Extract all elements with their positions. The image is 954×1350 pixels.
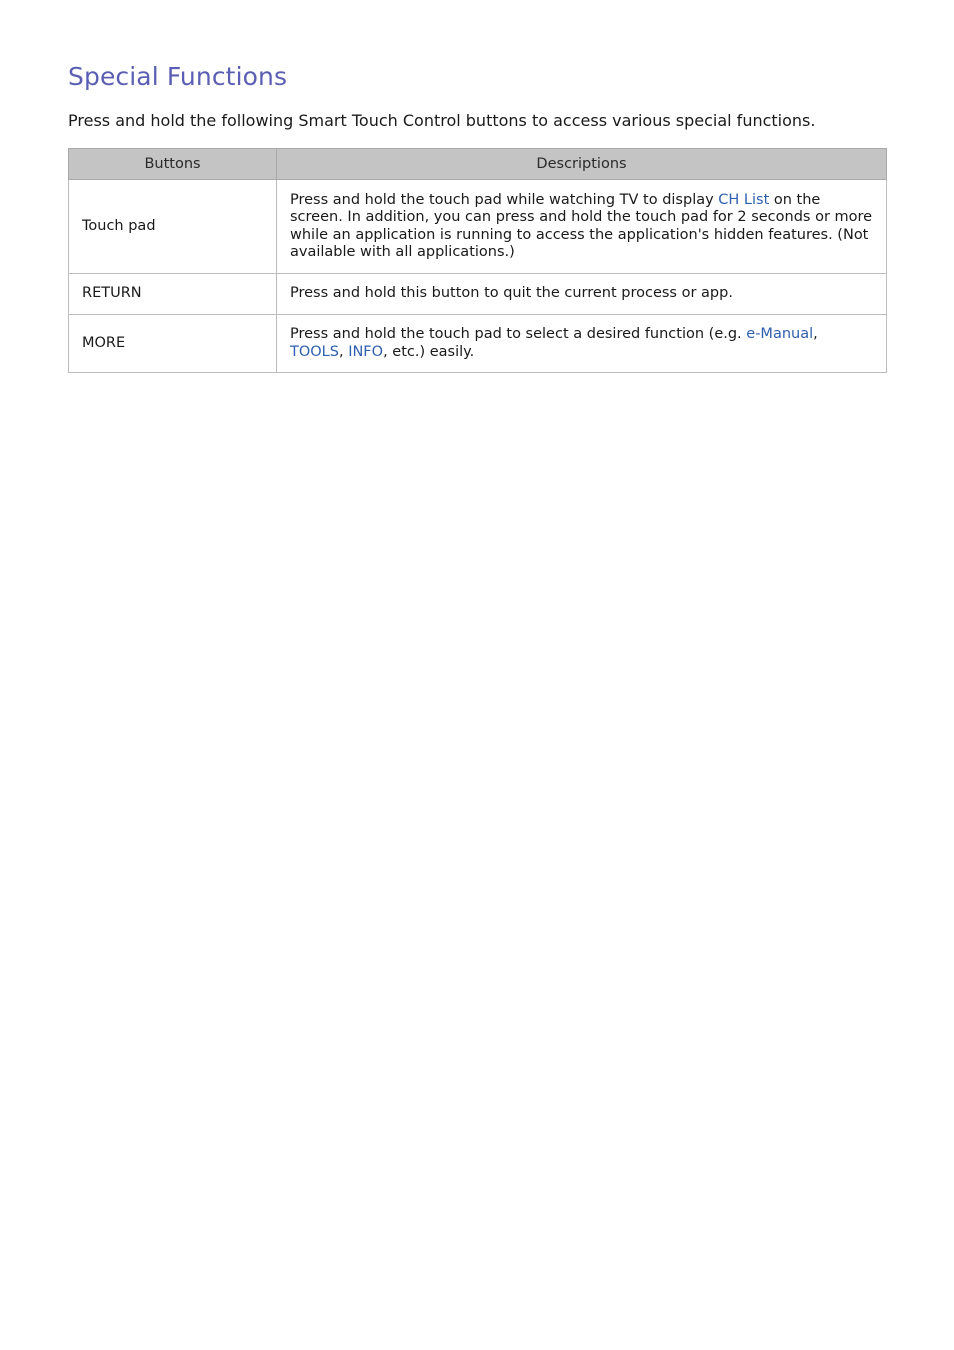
description-text: , etc.) easily.	[383, 343, 475, 360]
header-descriptions: Descriptions	[277, 149, 887, 180]
separator: ,	[813, 326, 818, 342]
ch-list-link[interactable]: CH List	[718, 191, 770, 208]
page-title: Special Functions	[68, 62, 288, 91]
description-more	[277, 315, 887, 373]
button-name-more: MORE	[69, 315, 277, 373]
info-link[interactable]: INFO	[348, 343, 384, 360]
tools-link[interactable]: TOOLS	[290, 343, 339, 360]
button-name-touch-pad: Touch pad	[69, 180, 277, 274]
table-header-row	[69, 149, 887, 180]
description-return: Press and hold this button to quit the current process or app.	[277, 274, 887, 315]
intro-paragraph: Press and hold the following Smart Touch Control buttons to access various special functions.	[68, 111, 816, 130]
header-buttons: Buttons	[69, 149, 277, 180]
table-row	[69, 274, 887, 315]
description-text: on the screen. In addition, you can press and hold the touch pad for 2 seconds or more while an application is running to access the application's hidden features. (Not available with all applications.)	[290, 191, 873, 260]
description-touch-pad	[277, 180, 887, 274]
table-row	[69, 315, 887, 373]
e-manual-link[interactable]: e-Manual	[746, 326, 814, 342]
table-row	[69, 180, 887, 274]
separator: ,	[338, 343, 349, 360]
special-functions-table	[68, 148, 887, 373]
button-name-return: RETURN	[69, 274, 277, 315]
description-text: Press and hold the touch pad to select a desired function (e.g.	[290, 326, 747, 342]
description-text: Press and hold the touch pad while watching TV to display	[290, 191, 719, 208]
